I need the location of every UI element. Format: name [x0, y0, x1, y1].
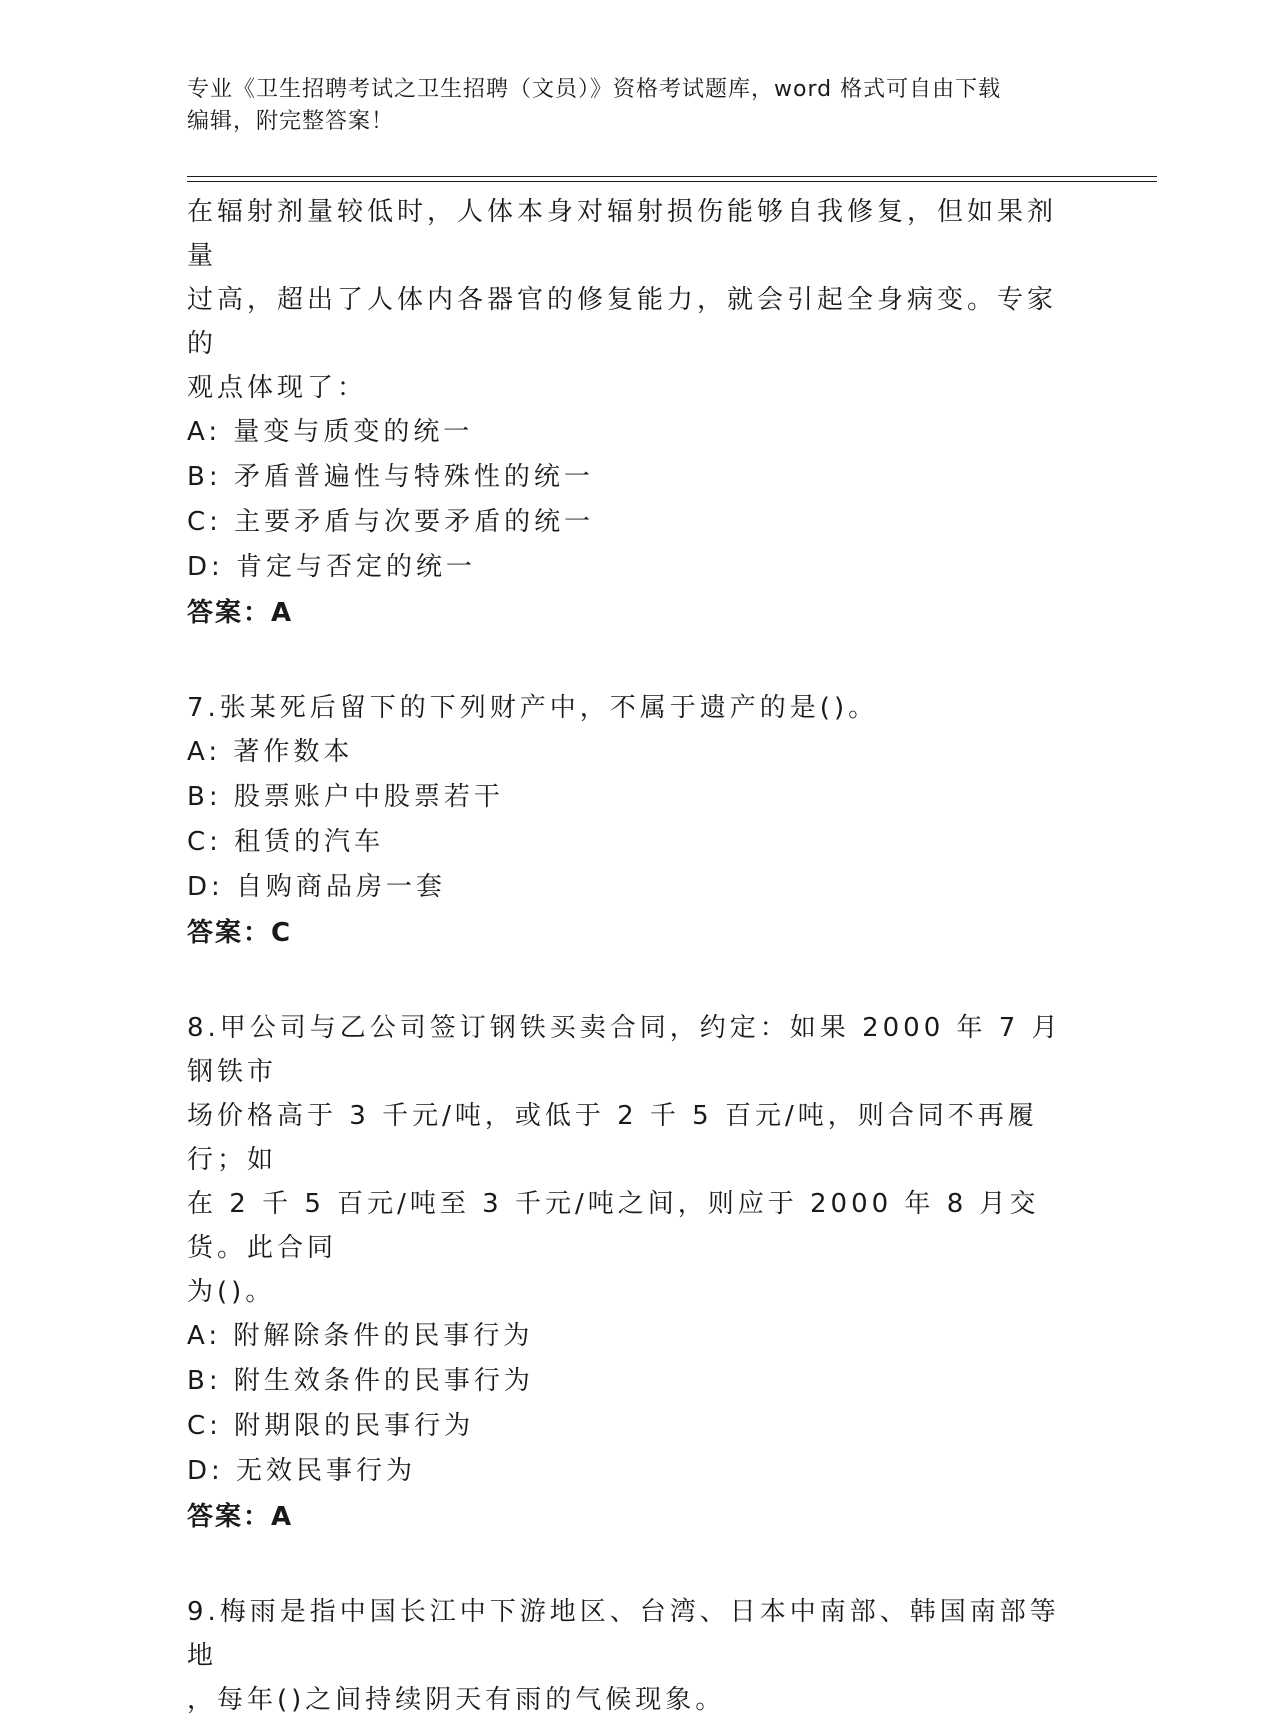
option-b: B: 矛盾普遍性与特殊性的统一	[187, 462, 594, 492]
question-stem-line: 8.甲公司与乙公司签订钢铁买卖合同，约定：如果 2000 年 7 月钢铁市	[187, 1013, 1062, 1087]
option-a: A: 量变与质变的统一	[187, 417, 474, 447]
spacer	[187, 636, 1077, 686]
answer-label: 答案：C	[187, 918, 293, 948]
option-a: A: 著作数本	[187, 737, 354, 767]
answer-label: 答案：A	[187, 598, 294, 628]
question-stem-line: 过高，超出了人体内各器官的修复能力，就会引起全身病变。专家的	[187, 285, 1058, 359]
option-b: B: 附生效条件的民事行为	[187, 1366, 534, 1396]
option-c: C: 租赁的汽车	[187, 827, 385, 857]
document-header	[187, 74, 1067, 138]
spacer	[187, 956, 1077, 1006]
answer-label: 答案：A	[187, 1502, 294, 1532]
question-stem-line: 场价格高于 3 千元/吨，或低于 2 千 5 百元/吨，则合同不再履行；如	[187, 1101, 1038, 1175]
header-rule-bottom	[187, 181, 1157, 182]
question-stem-line: ，每年()之间持续阴天有雨的气候现象。	[187, 1685, 726, 1715]
header-line-1: 专业《卫生招聘考试之卫生招聘（文员）》资格考试题库，word 格式可自由下载	[187, 77, 1002, 102]
question-stem-line: 观点体现了：	[187, 373, 368, 403]
header-rule-top	[187, 176, 1157, 177]
spacer	[187, 1540, 1077, 1590]
question-stem-line: 在辐射剂量较低时，人体本身对辐射损伤能够自我修复，但如果剂量	[187, 197, 1058, 271]
option-c: C: 附期限的民事行为	[187, 1411, 475, 1441]
question-list	[187, 190, 1077, 1722]
question-block-8	[187, 1006, 1077, 1540]
question-stem-line: 9.梅雨是指中国长江中下游地区、台湾、日本中南部、韩国南部等地	[187, 1597, 1060, 1671]
question-stem-line: 在 2 千 5 百元/吨至 3 千元/吨之间，则应于 2000 年 8 月交货。此合同	[187, 1189, 1040, 1263]
option-d: D: 无效民事行为	[187, 1456, 417, 1486]
question-stem-line: 为()。	[187, 1277, 276, 1307]
question-block-6	[187, 190, 1077, 636]
option-c: C: 主要矛盾与次要矛盾的统一	[187, 507, 595, 537]
option-a: A: 附解除条件的民事行为	[187, 1321, 534, 1351]
option-d: D: 肯定与否定的统一	[187, 552, 477, 582]
question-stem-line: 7.张某死后留下的下列财产中，不属于遗产的是()。	[187, 693, 879, 723]
question-block-9	[187, 1590, 1077, 1722]
option-b: B: 股票账户中股票若干	[187, 782, 504, 812]
option-d: D: 自购商品房一套	[187, 872, 447, 902]
question-block-7	[187, 686, 1077, 956]
header-line-2: 编辑，附完整答案！	[187, 109, 395, 134]
